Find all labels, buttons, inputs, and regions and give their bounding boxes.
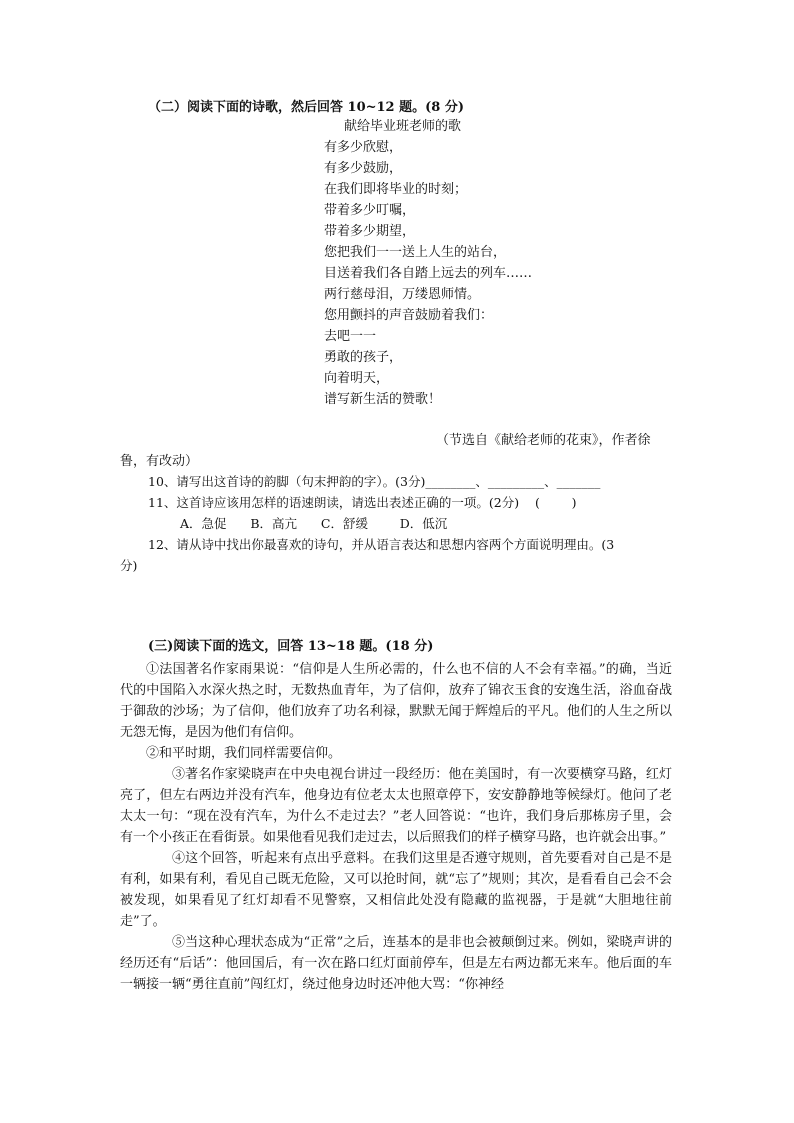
poem-line: 您用颤抖的声音鼓励着我们： [324, 308, 494, 323]
paragraph-2: ②和平时期，我们同样需要信仰。 [146, 746, 342, 761]
section-3-heading: (三)阅读下面的选文，回答 13~18 题。(18 分) [148, 639, 434, 654]
poem-line: 您把我们一一送上人生的站台， [324, 245, 507, 260]
question-12: 12、请从诗中找出你最喜欢的诗句，并从语言表达和思想内容两个方面说明理由。(3 [148, 537, 615, 552]
poem-source-continued: 鲁，有改动） [120, 454, 199, 469]
paragraph-3: ③著名作家梁晓声在中央电视台讲过一段经历：他在美国时，有一次要横穿马路，红灯亮了，但左右两边并没有汽车，他身边有位老太太也照章停下，安安静静地等候绿灯。他问了老太太一句：“现在没有汽车，为什么不走过去？”老人回答说：“也许，我们身后那栋房子里，会有一个小孩正在看街景。如果他看见我们走过去，以后照我们的样子横穿马路，也许就会出事。” [120, 767, 672, 845]
poem-line: 带着多少叮嘱， [324, 203, 416, 218]
poem-line: 有多少欣慰， [324, 140, 403, 155]
question-11-options: A．急促 B．高亢 C．舒缓 D．低沉 [180, 516, 448, 531]
section-2-heading: （二）阅读下面的诗歌，然后回答 10~12 题。(8 分) [148, 100, 464, 115]
poem-line: 去吧一一 [324, 329, 377, 344]
poem-line: 带着多少期望， [324, 224, 416, 239]
poem-line: 两行慈母泪，万缕恩师情。 [324, 287, 481, 302]
paragraph-5: ⑤当这种心理状态成为“正常”之后，连基本的是非也会被颠倒过来。例如，梁晓声讲的经历还有“后话”：他回国后，有一次在路口红灯面前停车，但是左右两边都无来车。他后面的车一辆接一辆“勇往直前”闯红灯，绕过他身边时还冲他大骂：“你神经 [120, 935, 672, 992]
poem-line: 谱写新生活的赞歌！ [324, 392, 442, 407]
poem-line: 向着明天， [324, 371, 390, 386]
poem [324, 116, 584, 410]
question-11: 11、这首诗应该用怎样的语速朗读，请选出表述正确的一项。(2分) ( ) [148, 495, 577, 510]
question-12-continued: 分) [120, 558, 138, 573]
poem-line: 有多少鼓励， [324, 161, 403, 176]
article [120, 659, 672, 995]
poem-source: （节选自《献给老师的花束》，作者徐 [436, 433, 651, 448]
poem-line: 在我们即将毕业的时刻； [324, 182, 468, 197]
poem-line: 目送着我们各自踏上远去的列车…… [324, 266, 533, 281]
paragraph-4: ④这个回答，听起来有点出乎意料。在我们这里是否遵守规则，首先要看对自己是不是有利，如果有利，看见自己既无危险，又可以抢时间，就“忘了”规则；其次，是看看自己会不会被发现，如果看见了红灯却看不见警察，又相信此处没有隐藏的监视器，于是就“大胆地往前走”了。 [120, 851, 672, 929]
poem-line: 勇敢的孩子， [324, 350, 403, 365]
question-10: 10、请写出这首诗的韵脚（句末押韵的字）。(3分)________、_________、_______ [148, 474, 601, 489]
paragraph-1: ①法国著名作家雨果说：“信仰是人生所必需的，什么也不信的人不会有幸福。”的确，当近代的中国陷入水深火热之时，无数热血青年，为了信仰，放弃了锦衣玉食的安逸生活，浴血奋战于御敌的沙场；为了信仰，他们放弃了功名利禄，默默无闻于辉煌后的平凡。他们的人生之所以无怨无悔，是因为他们有信仰。 [120, 662, 672, 740]
poem-title: 献给毕业班老师的歌 [344, 119, 462, 134]
